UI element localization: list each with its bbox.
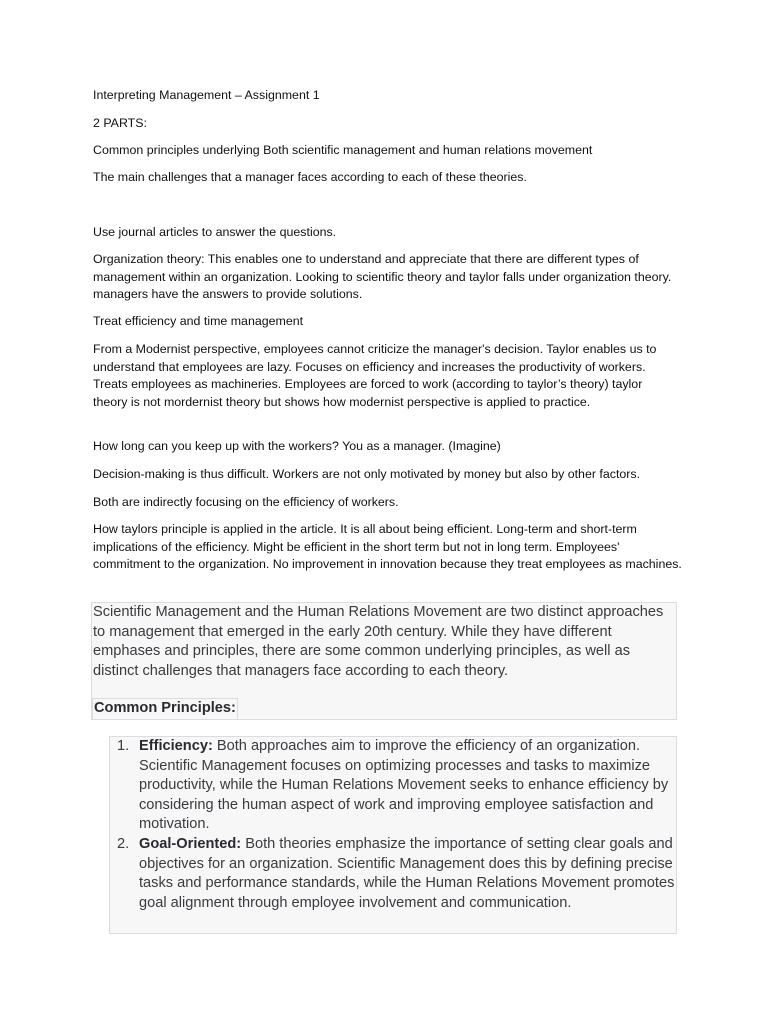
document-title: Interpreting Management – Assignment 1 [93,88,320,102]
paragraph: Organization theory: This enables one to understand and appreciate that there are different types of management within an organization. Looking to scientific theory and taylor falls under organization theory. managers have the answers to provide solutions. [93,252,672,302]
list-item [110,737,676,835]
list-item [110,835,676,913]
paragraph: Treat efficiency and time management [93,314,304,328]
paragraph: Both are indirectly focusing on the efficiency of workers. [93,495,399,509]
intro-text: Scientific Management and the Human Relations Movement are two distinct approaches to management that emerged in the early 20th century. While they have different emphases and principles, there are some common underlying principles, as well as distinct challenges that managers face according to each theory. [93,604,664,679]
paragraph: Common principles underlying Both scientific management and human relations movement [93,143,593,157]
pasted-intro-block [91,602,677,720]
paragraph: Decision-making is thus difficult. Workers are not only motivated by money but also by other factors. [93,467,641,481]
paragraph: How taylors principle is applied in the article. It is all about being efficient. Long-term and short-term implications of the efficiency. Might be efficient in the short term but not in long term. Employees' commitment to the organization. No improvement in innovation because they treat employees as machines. [93,522,682,572]
paragraph: 2 PARTS: [93,116,147,130]
list-number: 2. [117,835,130,852]
principles-list-block [109,736,677,934]
paragraph: The main challenges that a manager faces according to each of these theories. [93,170,527,184]
list-text: Both approaches aim to improve the efficiency of an organization. Scientific Management focuses on optimizing processes and tasks to maximize productivity, while the Human Relations Movement seeks to enhance efficiency by considering the human aspect of work and improving employee satisfaction and motivation. [139,738,669,833]
paragraph: Use journal articles to answer the questions. [93,225,337,239]
common-principles-heading: Common Principles: [92,698,238,720]
paragraph: How long can you keep up with the workers? You as a manager. (Imagine) [93,439,501,453]
principles-list [110,737,676,913]
list-number: 1. [117,738,130,754]
list-term: Goal-Oriented: [139,835,242,852]
paragraph: From a Modernist perspective, employees cannot criticize the manager's decision. Taylor enables us to understand that employees are lazy. Focuses on efficiency and increases the productivity of workers. Treats employees as machineries. Employees are forced to work (according to taylor’s theory) taylor theory is not mordernist theory but shows how modernist perspective is applied to practice. [93,342,657,409]
list-text: Both theories emphasize the importance of setting clear goals and objectives for an organization. Scientific Management does this by defining precise tasks and performance standards, while the Human Relations Movement promotes goal alignment through employee involvement and communication. [139,835,675,911]
list-term: Efficiency: [139,738,213,754]
